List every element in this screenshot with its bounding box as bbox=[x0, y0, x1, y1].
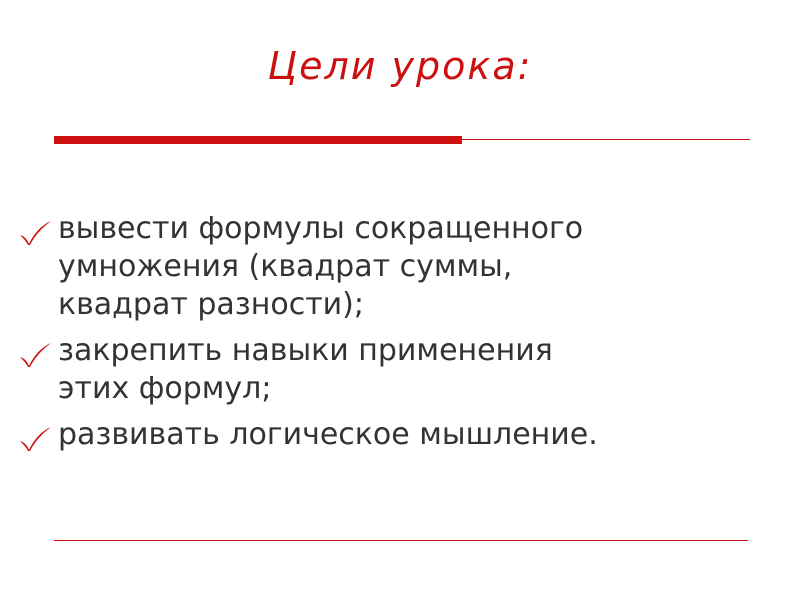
list-item bbox=[18, 210, 778, 324]
list-item-line: этих формул; bbox=[58, 371, 272, 406]
list-item-line: квадрат разности); bbox=[58, 287, 364, 322]
list-item-line: вывести формулы сокращенного bbox=[58, 211, 584, 246]
list-item bbox=[18, 332, 778, 408]
list-item-line: закрепить навыки применения bbox=[58, 333, 553, 368]
bottom-divider bbox=[54, 540, 748, 541]
slide-title: Цели урока: bbox=[267, 44, 533, 88]
goals-list bbox=[18, 210, 778, 454]
checkmark-icon bbox=[18, 220, 52, 246]
title-underline-thin bbox=[462, 139, 750, 140]
list-item-line: умножения (квадрат суммы, bbox=[58, 249, 513, 284]
list-item-line: развивать логическое мышление. bbox=[58, 417, 598, 452]
list-item bbox=[18, 416, 778, 454]
title-underline-thick bbox=[54, 136, 462, 144]
checkmark-icon bbox=[18, 426, 52, 452]
checkmark-icon bbox=[18, 342, 52, 368]
